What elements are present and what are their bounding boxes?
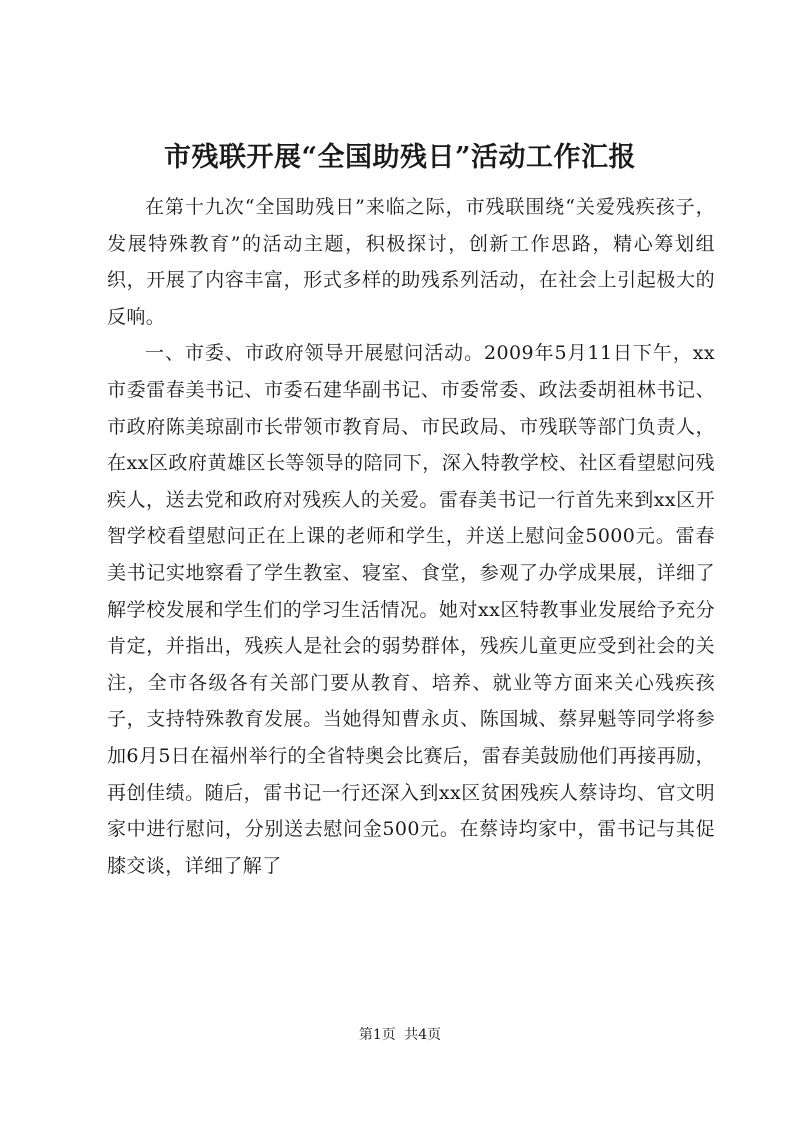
paragraph-intro: 在第十九次“全国助残日”来临之际，市残联围绕“关爱残疾孩子，发展特殊教育”的活动主题，积极探讨，创新工作思路，精心筹划组织，开展了内容丰富，形式多样的助残系列活动，在社会上引起极大的反响。 (107, 196, 715, 328)
document-body (107, 189, 715, 884)
page-total: 共4页 (404, 1027, 442, 1043)
page-number: 第1页 (358, 1027, 396, 1043)
document-title: 市残联开展“全国助残日”活动工作汇报 (163, 142, 637, 173)
paragraph-section-one: 一、市委、市政府领导开展慰问活动。2009年5月11日下午，xx市委雷春美书记、市委石建华副书记、市委常委、政法委胡祖林书记、市政府陈美琼副市长带领市教育局、市民政局、市残联等部门负责人，在xx区政府黄雄区长等领导的陪同下，深入特教学校、社区看望慰问残疾人，送去党和政府对残疾人的关爱。雷春美书记一行首先来到xx区开智学校看望慰问正在上课的老师和学生，并送上慰问金5000元。雷春美书记实地察看了学生教室、寝室、食堂，参观了办学成果展，详细了解学校发展和学生们的学习生活情况。她对xx区特教事业发展给予充分肯定，并指出，残疾人是社会的弱势群体，残疾儿童更应受到社会的关注，全市各级各有关部门要从教育、培养、就业等方面来关心残疾孩子，支持特殊教育发展。当她得知曹永贞、陈国城、蔡昇魁等同学将参加6月5日在福州举行的全省特奥会比赛后，雷春美鼓励他们再接再励，再创佳绩。随后，雷书记一行还深入到xx区贫困残疾人蔡诗均、官文明家中进行慰问，分别送去慰问金500元。在蔡诗均家中，雷书记与其促膝交谈，详细了解了 (107, 342, 715, 877)
page-footer (0, 1025, 800, 1045)
